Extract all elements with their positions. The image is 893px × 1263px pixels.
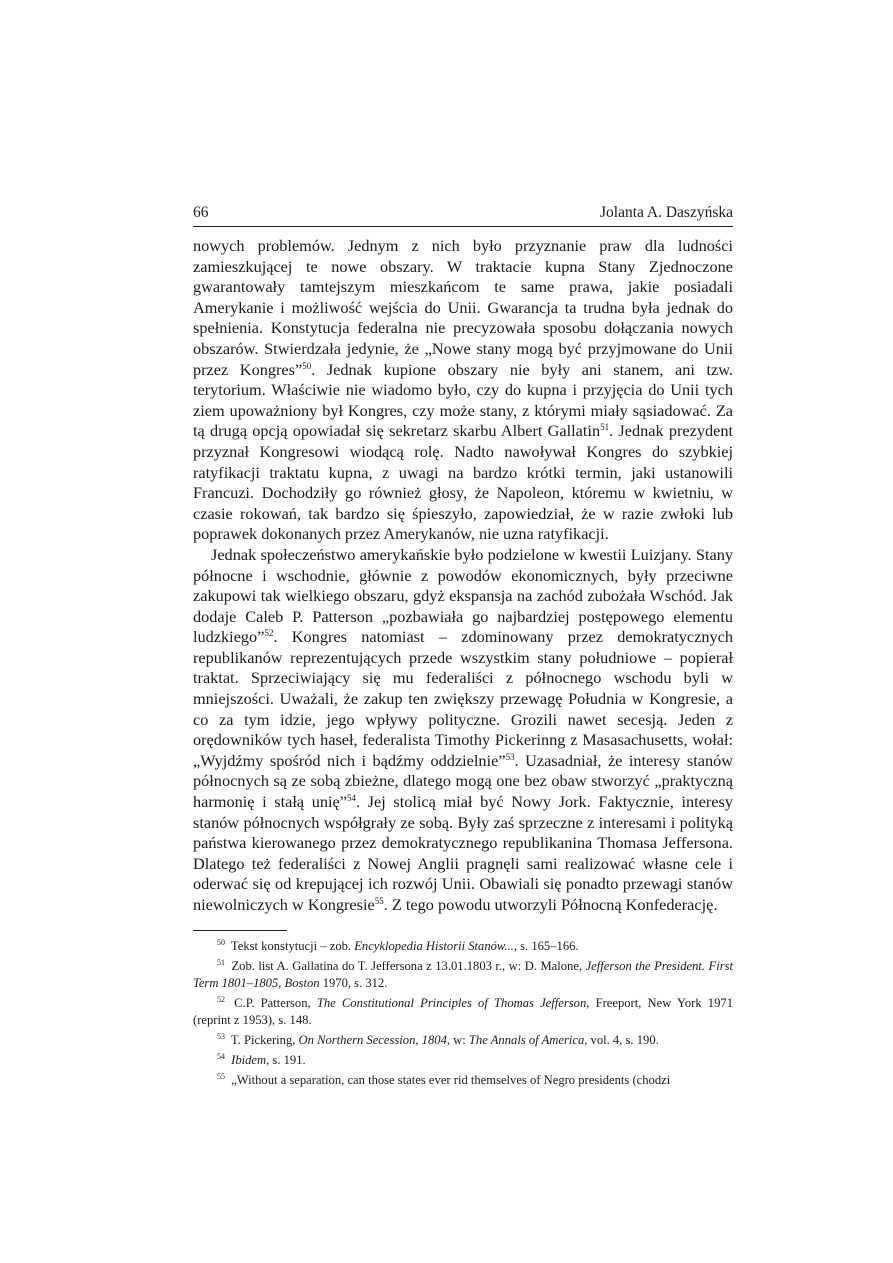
footnote-54 xyxy=(193,1052,733,1069)
footnote-text: Zob. list A. Gallatina do T. Jeffersona z 13.01.1803 r., w: D. Malone, xyxy=(228,958,586,973)
footnote-ref-54: 54 xyxy=(346,793,356,804)
footnote-51 xyxy=(193,958,733,992)
paragraph-2-text: . Uzasadniał, że interesy stanów północnych są ze sobą zbieżne, dlatego mogą one bez obaw stworzyć „praktyczną harmonię i stałą unię” xyxy=(193,750,733,812)
footnote-number: 53 xyxy=(217,1031,225,1041)
running-header xyxy=(193,203,733,227)
footnote-text: Tekst konstytucji – zob. xyxy=(228,938,355,953)
footnote-ref-53: 53 xyxy=(505,751,515,762)
footnote-ref-51: 51 xyxy=(600,422,610,433)
footnote-50 xyxy=(193,938,733,955)
footnote-ref-50: 50 xyxy=(302,360,312,371)
footnote-number: 54 xyxy=(217,1051,225,1061)
footnote-number: 51 xyxy=(217,957,225,967)
main-text xyxy=(193,236,733,916)
footnote-title: The Annals of America xyxy=(468,1032,585,1047)
footnote-number: 52 xyxy=(217,994,225,1004)
footnote-text: T. Pickering, xyxy=(228,1032,299,1047)
footnote-title: The Constitutional Principles of Thomas Jefferson xyxy=(316,995,587,1010)
paragraph-1-text: nowych problemów. Jednym z nich było przyznanie praw dla ludności zamieszkującej te nowe obszary. W traktacie kupna Stany Zjednoczone gwarantowały tamtejszym mieszkańcom te same prawa, jakie posiadali Amerykanie i możliwość wejścia do Unii. Gwarancja ta trudna była jednak do spełnienia. Konstytucja federalna nie precyzowała sposobu dołączania nowych obszarów. Stwierdzała jedynie, że „Nowe stany mogą być przyjmowane do Unii przez Kongres” xyxy=(193,236,733,379)
running-author: Jolanta A. Daszyńska xyxy=(599,204,733,221)
paragraph-2-text: . Z tego powodu utworzyli Północną Konfederację. xyxy=(383,895,718,914)
footnote-title: Jefferson the President. First Term 1801–1805, Boston xyxy=(193,958,734,990)
footnote-title: Ibidem xyxy=(228,1052,267,1067)
footnote-text: , w: xyxy=(446,1032,469,1047)
paragraph-1-text: . Jednak prezydent przyznał Kongresowi wiodącą rolę. Nadto nawoływał Kongres do szybkiej ratyfikacji traktatu kupna, z uwagi na bardzo krótki termin, jaki ustanowili Francuzi. Dochodziły go również głosy, że Napoleon, któremu w kwietniu, w czasie rokowań, tak bardzo się śpieszyło, zapowiedział, że w razie zwłoki lub poprawek dokonanych przez Amerykanów, nie uzna ratyfikacji. xyxy=(193,421,734,544)
footnote-text: , s. 191. xyxy=(266,1052,306,1067)
footnote-number: 50 xyxy=(217,937,225,947)
page-number: 66 xyxy=(193,204,209,221)
footnote-divider xyxy=(193,930,287,931)
paragraph-1 xyxy=(193,236,733,545)
footnote-title: On Northern Secession, 1804 xyxy=(298,1032,447,1047)
footnote-text: , Freeport, New York 1971 (reprint z 1953), s. 148. xyxy=(193,995,733,1027)
footnote-text: , vol. 4, s. 190. xyxy=(584,1032,659,1047)
paragraph-2 xyxy=(193,545,733,916)
footnote-52 xyxy=(193,995,733,1029)
paragraph-2-text: . Kongres natomiast – zdominowany przez demokratycznych republikanów reprezentujących przede wszystkim stany południowe – popierał traktat. Sprzeciwiający się mu federaliści z północnego wschodu byli w mniejszości. Uważali, że zakup ten zwiększy przewagę Południa w Kongresie, a co za tym idzie, jego wpływy polityczne. Grozili nawet secesją. Jeden z orędowników tych haseł, federalista Timothy Pickerinng z Masasachusetts, wołał: „Wyjdźmy spośród nich i bądźmy oddzielnie” xyxy=(193,627,733,770)
footnote-ref-55: 55 xyxy=(374,896,384,906)
paragraph-2-text: Jednak społeczeństwo amerykańskie było podzielone w kwestii Luizjany. Stany północne i wschodnie, głównie z powodów ekonomicznych, były przeciwne zakupowi tak wielkiego obszaru, gdyż ekspansja na zachód zubożała Wschód. Jak dodaje Caleb P. Patterson „pozbawiała go najbardziej postępowego elementu ludzkiego” xyxy=(193,544,733,647)
paragraph-1-text: . Jednak kupione obszary nie były ani stanem, ani tzw. terytorium. Właściwie nie wiadomo było, czy do kupna i przyjęcia do Unii tych ziem upoważniony był Kongres, czy może stany, z którymi miały sąsiadować. Za tą drugą opcją opowiadał się sekretarz skarbu Albert Gallatin xyxy=(193,359,733,441)
footnote-text: , s. 165–166. xyxy=(513,938,579,953)
footnote-number: 55 xyxy=(217,1071,225,1081)
footnote-text: „Without a separation, can those states ever rid themselves of Negro presidents (chodzi xyxy=(228,1072,671,1087)
footnote-text: C.P. Patterson, xyxy=(228,995,317,1010)
footnote-55 xyxy=(193,1072,733,1089)
footnote-text: 1970, s. 312. xyxy=(319,975,388,990)
footnote-53 xyxy=(193,1032,733,1049)
footnote-ref-52: 52 xyxy=(264,628,274,639)
book-page xyxy=(193,203,733,1092)
paragraph-2-text: . Jej stolicą miał być Nowy Jork. Faktycznie, interesy stanów północnych współgrały ze sobą. Były zaś sprzeczne z interesami i polityką państwa kierowanego przez demokratycznego republikanina Thomasa Jeffersona. Dlatego też federaliści z Nowej Anglii pragnęli sami realizować własne cele i oderwać się od krepującej ich rozwój Unii. Obawiali się ponadto przewagi stanów niewolniczych w Kongresie xyxy=(193,792,734,914)
footnotes xyxy=(193,938,733,1089)
footnote-title: Encyklopedia Historii Stanów... xyxy=(354,938,514,953)
